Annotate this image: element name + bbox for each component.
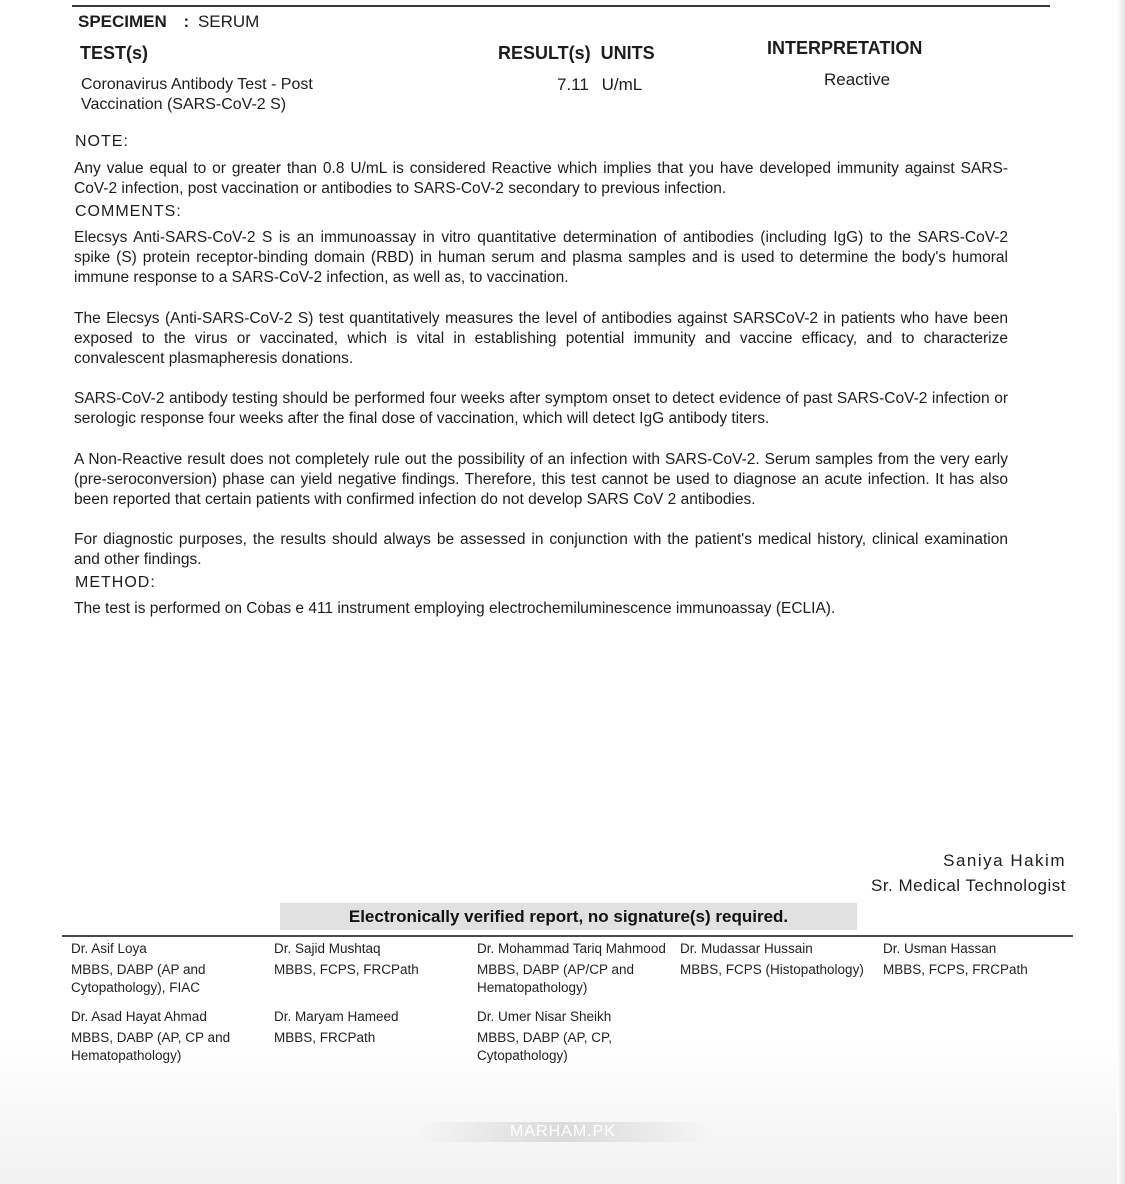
signer-title: Sr. Medical Technologist: [870, 876, 1066, 895]
doctor-name: Dr. Umer Nisar Sheikh: [477, 1009, 612, 1024]
comment-paragraph: For diagnostic purposes, the results should always be assessed in conjunction with the patient's medical history, clinical examination and other findings.: [74, 531, 1008, 569]
note-paragraph: Any value equal to or greater than 0.8 U/mL is considered Reactive which implies that you have developed immunity against SARS-CoV-2 infection, post vaccination or antibodies to SARS-CoV-2 secondary to previous infection.: [74, 160, 1008, 198]
test-name: [81, 75, 381, 115]
doctor-entry: [477, 1008, 677, 1065]
doctor-name: Dr. Asad Hayat Ahmad: [71, 1009, 207, 1024]
doctor-qualification: Hematopathology): [477, 980, 588, 995]
top-divider: [72, 5, 1050, 7]
interpretation-value: Reactive: [824, 70, 891, 89]
doctor-entry: [71, 1008, 271, 1065]
doctor-name: Dr. Maryam Hameed: [274, 1009, 399, 1024]
doctor-name: Dr. Sajid Mushtaq: [274, 941, 381, 956]
verified-banner: Electronically verified report, no signature(s) required.: [280, 903, 857, 930]
doctor-qualification: MBBS, DABP (AP and: [71, 962, 206, 977]
doctor-entry: [274, 1008, 474, 1047]
watermark-text: MARHAM.PK: [414, 1122, 712, 1142]
doctor-entry: [883, 940, 1063, 979]
doctor-qualification: MBBS, FRCPath: [274, 1030, 376, 1045]
doctor-name: Dr. Mudassar Hussain: [680, 941, 813, 956]
specimen-value: SERUM: [197, 12, 260, 31]
specimen-separator: :: [183, 12, 190, 31]
doctor-name: Dr. Usman Hassan: [883, 941, 997, 956]
note-text: [74, 159, 1008, 199]
doctor-qualification: MBBS, FCPS (Histopathology): [680, 962, 864, 977]
note-label: NOTE:: [75, 133, 129, 150]
result-units: U/mL: [601, 75, 643, 94]
specimen-label: SPECIMEN: [78, 12, 167, 31]
result-value: 7.11: [557, 75, 589, 94]
doctor-entry: [71, 940, 271, 997]
doctor-name: Dr. Asif Loya: [71, 941, 147, 956]
doctor-entry: [477, 940, 682, 997]
doctor-entry: [274, 940, 474, 979]
doctor-qualification: Cytopathology), FIAC: [71, 980, 201, 995]
doctor-qualification: Hematopathology): [71, 1048, 182, 1063]
method-text: [74, 599, 1008, 619]
doctor-entry: [680, 940, 880, 979]
doctor-qualification: MBBS, DABP (AP, CP and: [71, 1030, 231, 1045]
signer-name: Saniya Hakim: [943, 851, 1066, 870]
doctor-qualification: Cytopathology): [477, 1048, 568, 1063]
comment-paragraph: The Elecsys (Anti-SARS-CoV-2 S) test quantitatively measures the level of antibodies against SARSCoV-2 in patients who have been exposed to the virus or vaccinated, which is vital in establishing potential immunity and vaccine efficacy, and to characterize convalescent plasmapheresis donations.: [74, 309, 1008, 368]
test-name-line1: Coronavirus Antibody Test - Post: [81, 76, 313, 93]
doctor-name: Dr. Mohammad Tariq Mahmood: [477, 941, 666, 956]
header-tests: TEST(s): [80, 43, 149, 63]
comment-paragraph: SARS-CoV-2 antibody testing should be performed four weeks after symptom onset to detect evidence of past SARS-CoV-2 infection or serologic response four weeks after the final dose of vaccination, which will detect IgG antibody titers.: [74, 390, 1008, 428]
result-cell: [557, 75, 642, 95]
specimen-line: [78, 12, 259, 32]
comment-paragraph: A Non-Reactive result does not completely rule out the possibility of an infection with SARS-CoV-2. Serum samples from the very early (pre-seroconversion) phase can yield negative findings. Therefore, this test cannot be used to diagnose an acute infection. It has also been reported that certain patients with confirmed infection do not develop SARS CoV 2 antibodies.: [74, 450, 1008, 509]
comment-paragraph: Elecsys Anti-SARS-CoV-2 S is an immunoassay in vitro quantitative determination of antibodies (including IgG) to the SARS-CoV-2 spike (S) protein receptor-binding domain (RBD) in human serum and plasma samples and is used to determine the body's humoral immune response to a SARS-CoV-2 infection, as well as, to vaccination.: [74, 229, 1008, 287]
comments-label: COMMENTS:: [75, 203, 182, 220]
doctor-qualification: MBBS, FCPS, FRCPath: [274, 962, 419, 977]
header-interpretation: INTERPRETATION: [767, 38, 923, 58]
method-paragraph: The test is performed on Cobas e 411 instrument employing electrochemiluminescence immunoassay (ECLIA).: [74, 600, 836, 617]
comments-text: [74, 228, 1008, 571]
footer-divider: [62, 935, 1073, 937]
doctor-qualification: MBBS, DABP (AP, CP,: [477, 1030, 613, 1045]
method-label: METHOD:: [75, 574, 156, 591]
doctor-qualification: MBBS, FCPS, FRCPath: [883, 962, 1028, 977]
page-edge-shadow: [1117, 0, 1125, 1184]
header-result-units: RESULT(s) UNITS: [498, 43, 655, 63]
test-name-line2: Vaccination (SARS-CoV-2 S): [81, 96, 287, 113]
doctor-qualification: MBBS, DABP (AP/CP and: [477, 962, 635, 977]
